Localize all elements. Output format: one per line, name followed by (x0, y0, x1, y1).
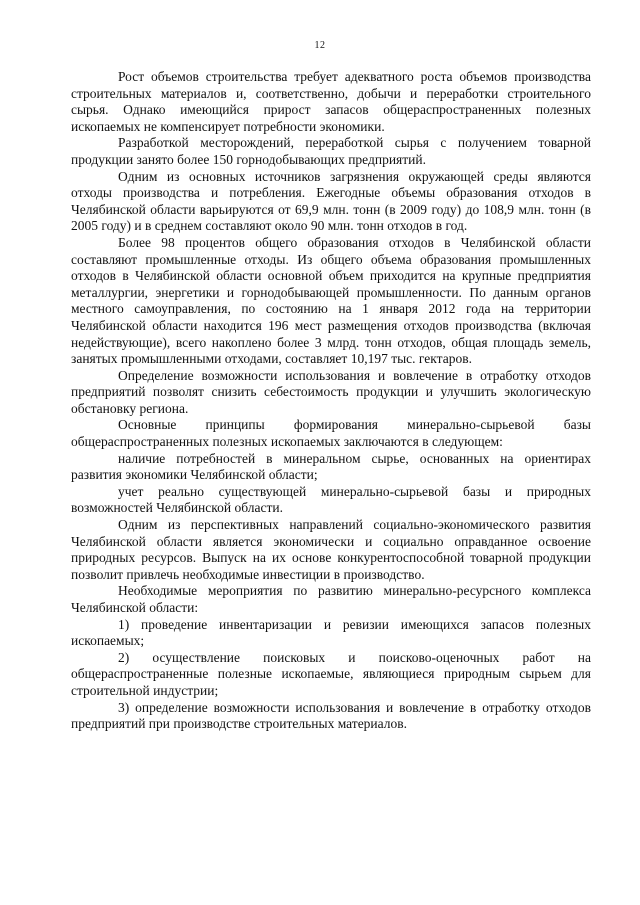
paragraph-perspective: Одним из перспективных направлений социально-экономического развития Челябинской области является экономически и социально оправданное освоение природных ресурсов. Выпуск на их основе конкурентоспособной товарной продукции позволит привлечь необходимые инвестиции в производство. (71, 517, 591, 582)
document-body (71, 69, 591, 733)
list-item-waste-involvement: 3) определение возможности использования и вовлечение в отработку отходов предприятий при производстве строительных материалов. (71, 699, 591, 732)
list-item-inventory: 1) проведение инвентаризации и ревизии имеющихся запасов полезных ископаемых; (71, 616, 591, 649)
paragraph-construction-growth: Рост объемов строительства требует адекватного роста объемов производства строительных материалов и, соответственно, добычи и переработки строительного сырья. Однако имеющийся прирост запасов общераспространенных полезных ископаемых не компенсирует потребности экономики. (71, 69, 591, 134)
paragraph-principle-base: учет реально существующей минерально-сырьевой базы и природных возможностей Челябинской области. (71, 483, 591, 516)
paragraph-principle-needs: наличие потребностей в минеральном сырье, основанных на ориентирах развития экономики Челябинской области; (71, 450, 591, 483)
paragraph-industrial-waste: Более 98 процентов общего образования отходов в Челябинской области составляют промышленные отходы. Из общего объема образования промышленных отходов в Челябинской области основной объем приходится на крупные предприятия металлургии, энергетики и горнодобывающей промышленности. По данным органов местного самоуправления, по состоянию на 1 января 2012 года на территории Челябинской области находится 196 мест размещения отходов производства (включая недействующие), всего накоплено более 3 млрд. тонн отходов, общая площадь земель, занятых промышленными отходами, составляет 10,197 тыс. гектаров. (71, 234, 591, 367)
paragraph-measures-intro: Необходимые мероприятия по развитию минерально-ресурсного комплекса Челябинской области: (71, 583, 591, 615)
list-item-exploration: 2) осуществление поисковых и поисково-оценочных работ на общераспространенные полезные ископаемые, являющиеся природным сырьем для строительной индустрии; (71, 649, 591, 698)
paragraph-waste-use: Определение возможности использования и вовлечение в отработку отходов предприятий позволят снизить себестоимость продукции и улучшить экологическую обстановку региона. (71, 367, 591, 416)
paragraph-mining-enterprises: Разработкой месторождений, переработкой сырья с получением товарной продукции занято более 150 горнодобывающих предприятий. (71, 135, 591, 167)
paragraph-waste-sources: Одним из основных источников загрязнения окружающей среды являются отходы производства и потребления. Ежегодные объемы образования отходов в Челябинской области варьируются от 69,9 млн. тонн (в 2009 году) до 108,9 млн. тонн (в 2005 году) и в среднем составляют около 90 млн. тонн отходов в год. (71, 168, 591, 234)
page-number: 12 (314, 40, 326, 51)
paragraph-principles: Основные принципы формирования минерально-сырьевой базы общераспространенных полезных ископаемых заключаются в следующем: (71, 417, 591, 450)
